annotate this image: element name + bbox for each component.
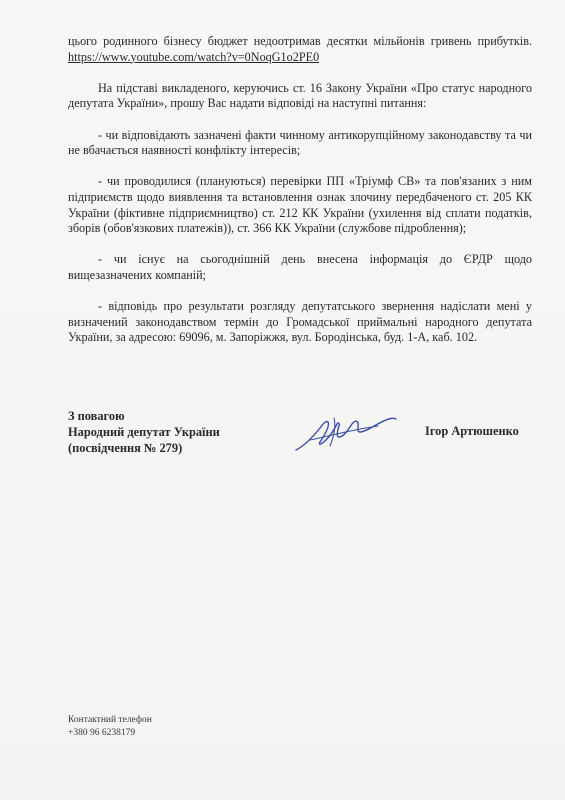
paragraph-question-3: - чи існує на сьогоднішній день внесена інформація до ЄРДР щодо вищезазначених компаній; [68, 252, 532, 282]
closing-title: Народний депутат України [68, 425, 220, 439]
contact-block [68, 714, 152, 740]
paragraph-budget-link [68, 34, 532, 65]
contact-phone: +380 96 6238179 [68, 728, 136, 738]
handwritten-signature [290, 410, 400, 458]
paragraph-text: цього родинного бізнесу бюджет недоотримав десятки мільйонів гривень прибутків. [68, 34, 532, 48]
closing-block [68, 408, 220, 456]
letter-body [68, 34, 532, 361]
youtube-link[interactable]: https://www.youtube.com/watch?v=0NoqG1o2PE0 [68, 49, 320, 64]
paragraph-question-4: - відповідь про результати розгляду депутатського звернення надіслати мені у визначений законодавством термін до Громадської приймальні народного депутата України, за адресою: 69096, м. Запоріжжя, вул. Бородінська, буд. 1-А, каб. 102. [68, 299, 532, 345]
paragraph-question-2: - чи проводилися (плануються) перевірки ПП «Тріумф СВ» та пов'язаних з ним підприємств щодо виявлення та встановлення ознак злочину передбаченого ст. 205 КК України (фіктивне підприємництво) ст. 212 КК України (ухилення від сплати податків, зборів (обов'язкових платежів)), ст. 366 КК України (службове підроблення); [68, 174, 532, 236]
paragraph-request: На підставі викладеного, керуючись ст. 16 Закону України «Про статус народного депутата України», прошу Вас надати відповіді на наступні питання: [68, 80, 532, 111]
paragraph-question-1: - чи відповідають зазначені факти чинному антикорупційному законодавству та чи не вбачається наявності конфлікту інтересів; [68, 127, 532, 158]
contact-label: Контактний телефон [68, 715, 152, 725]
closing-certificate: (посвідчення № 279) [68, 441, 183, 455]
closing-regards: З повагою [68, 409, 125, 423]
signer-name: Ігор Артюшенко [425, 424, 519, 438]
